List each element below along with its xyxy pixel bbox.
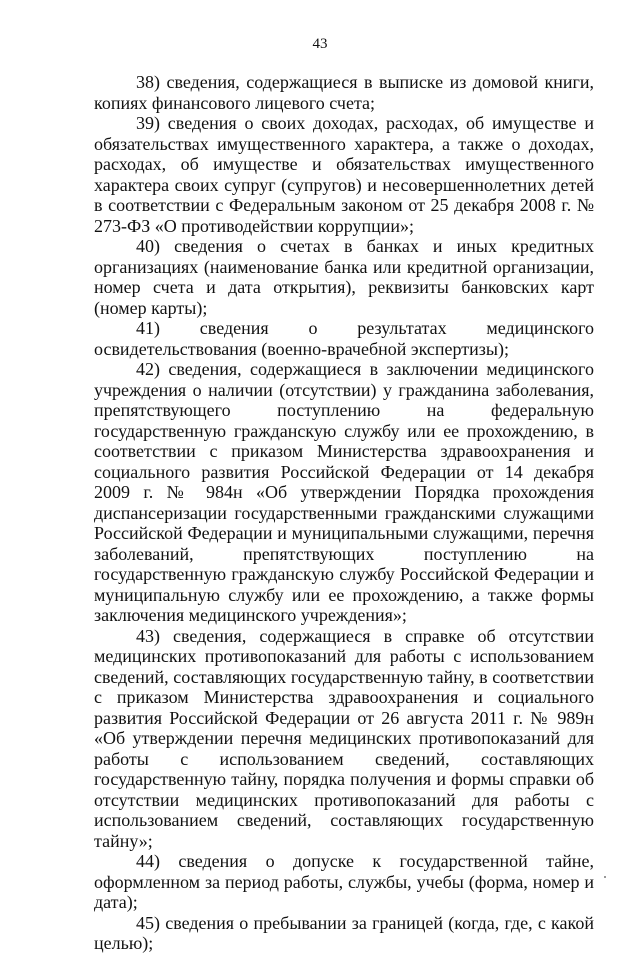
list-item: 39) сведения о своих доходах, расходах, об имуществе и обязательствах имущественного характера, а также о доходах, расходах, об имуществе и обязательствах имущественного характера своих супруг (супругов) и несовершеннолетних детей в соответствии с Федеральным законом от 25 декабря 2008 г. № 273-ФЗ «О противодействии коррупции»; <box>94 113 594 236</box>
list-item: 38) сведения, содержащиеся в выписке из домовой книги, копиях финансового лицевого счета; <box>94 72 594 113</box>
list-item: 41) сведения о результатах медицинского освидетельствования (военно-врачебной экспертизы); <box>94 318 594 359</box>
document-body <box>94 72 594 954</box>
list-item: 40) сведения о счетах в банках и иных кредитных организациях (наименование банка или кредитной организации, номер счета и дата открытия), реквизиты банковских карт (номер карты); <box>94 236 594 318</box>
list-item: 44) сведения о допуске к государственной тайне, оформленном за период работы, службы, учебы (форма, номер и дата); <box>94 851 594 912</box>
page-number: 43 <box>312 36 328 52</box>
list-item: 45) сведения о пребывании за границей (когда, где, с какой целью); <box>94 912 594 953</box>
list-item: 43) сведения, содержащиеся в справке об отсутствии медицинских противопоказаний для работы с использованием сведений, составляющих государственную тайну, в соответствии с приказом Министерства здравоохранения и социального развития Российской Федерации от 26 августа 2011 г. № 989н «Об утверждении перечня медицинских противопоказаний для работы с использованием сведений, составляющих государственную тайну, порядка получения и формы справки об отсутствии медицинских противопоказаний для работы с использованием сведений, составляющих государственную тайну»; <box>94 625 594 851</box>
list-item: 42) сведения, содержащиеся в заключении медицинского учреждения о наличии (отсутствии) у гражданина заболевания, препятствующего поступлению на федеральную государственную гражданскую службу или ее прохождению, в соответствии с приказом Министерства здравоохранения и социального развития Российской Федерации от 14 декабря 2009 г. № 984н «Об утверждении Порядка прохождения диспансеризации государственными гражданскими служащими Российской Федерации и муниципальными служащими, перечня заболеваний, препятствующих поступлению на государственную гражданскую службу Российской Федерации и муниципальную службу или ее прохождению, а также формы заключения медицинского учреждения»; <box>94 359 594 625</box>
scan-speck <box>604 876 606 878</box>
